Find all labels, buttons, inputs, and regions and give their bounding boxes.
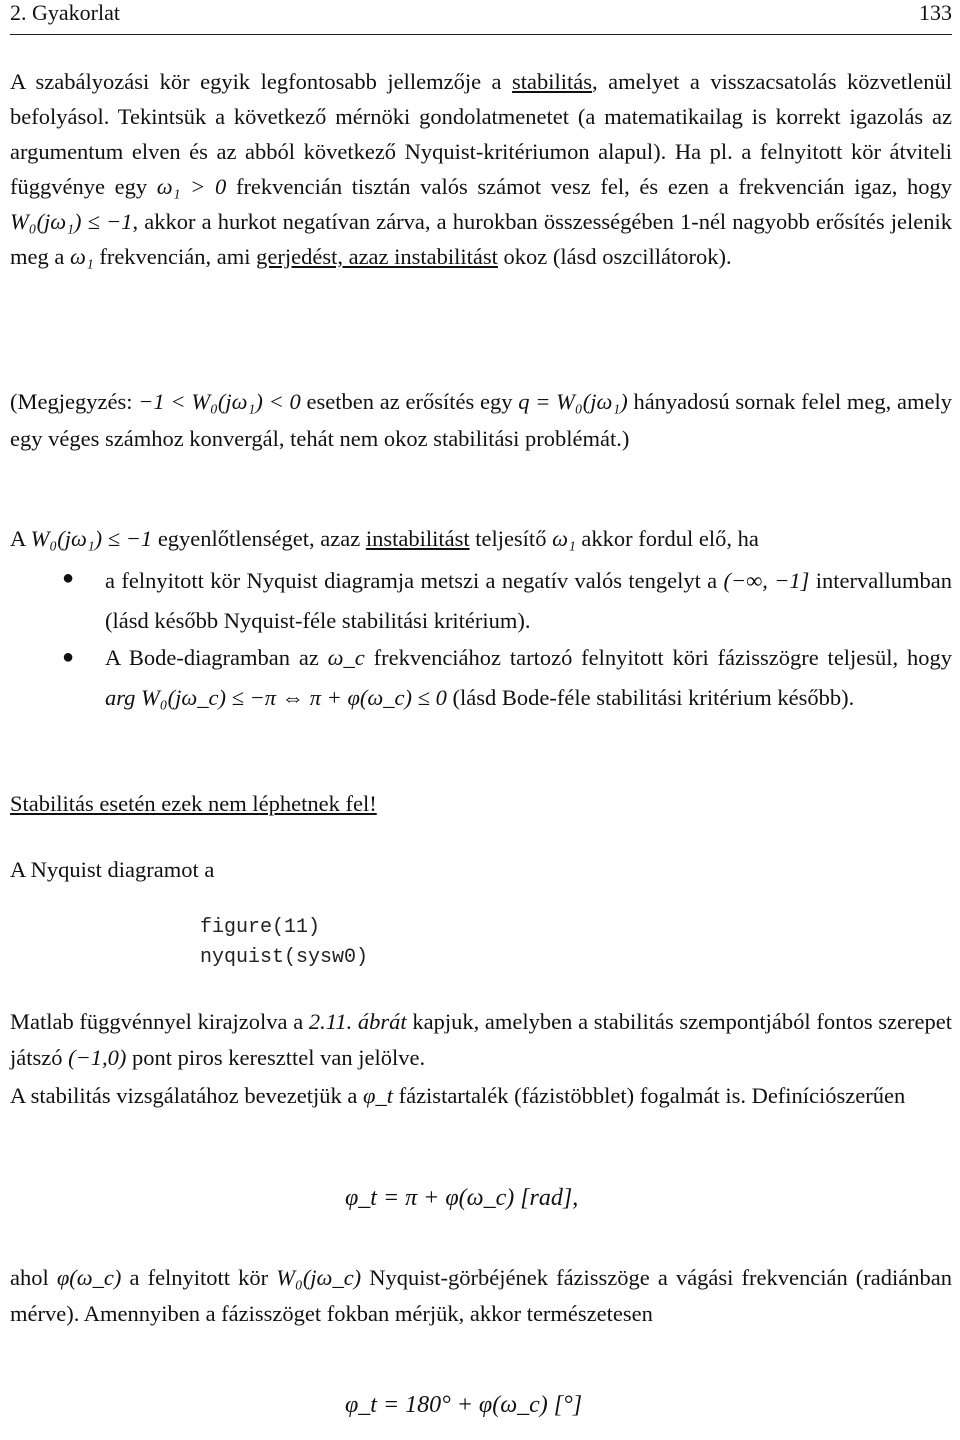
text: ahol <box>10 1265 57 1290</box>
equation-phase-margin-deg: φ_t = 180° + φ(ω_c) [°] <box>345 1392 583 1418</box>
equation-phase-margin-rad: φ_t = π + φ(ω_c) [rad], <box>345 1185 579 1211</box>
math-inline: (−∞, −1] <box>723 568 810 593</box>
text: egyenlőtlenséget, azaz <box>152 526 366 551</box>
text: fázistartalék (fázistöbblet) fogalmát is. Definíciószerűen <box>392 1083 906 1108</box>
text: okoz (lásd oszcillátorok). <box>497 244 732 269</box>
code-line: figure(11) <box>200 916 321 939</box>
math-inline: arg W₀(jω_c) ≤ −π ⇔ π + φ(ω_c) ≤ 0 <box>105 685 447 710</box>
math-inline: ω_c <box>327 645 365 670</box>
text: A stabilitás vizsgálatához bevezetjük a <box>10 1083 364 1108</box>
math-inline: ω₁ <box>69 244 94 269</box>
text: frekvencián tisztán valós számot vesz fel, és ezen a frekvencián igaz, hogy <box>226 174 952 199</box>
bullet-marker: ● <box>62 567 75 589</box>
math-inline: −1 < W₀(jω₁) < 0 <box>138 389 301 414</box>
math-inline: φ_t <box>363 1083 393 1108</box>
code-line: nyquist(sysw0) <box>200 946 369 969</box>
math-inline: W₀(jω_c) <box>276 1265 362 1290</box>
math-inline: W₀(jω₁) ≤ −1 <box>30 526 153 551</box>
paragraph-stability-intro <box>10 64 952 274</box>
paragraph-note <box>10 383 952 457</box>
text: kapjuk, amelyben a stabilitás szempontjából fontos szerepet játszó <box>10 1009 952 1070</box>
text: esetben az erősítés egy <box>300 389 519 414</box>
paragraph-definition <box>10 1260 952 1332</box>
page-header <box>10 0 952 35</box>
text: pont piros kereszttel van jelölve. <box>126 1045 426 1070</box>
math-inline: ω₁ > 0 <box>156 174 227 199</box>
figure-reference: 2.11. ábrát <box>308 1009 407 1034</box>
math-inline: φ(ω_c) <box>56 1265 122 1290</box>
text: teljesítő <box>469 526 553 551</box>
text: (lásd Bode-féle stabilitási kritérium később). <box>446 685 855 710</box>
paragraph-instability-condition <box>10 521 952 556</box>
underlined-term: stabilitás <box>512 69 593 94</box>
text: akkor fordul elő, ha <box>575 526 759 551</box>
text: A <box>10 526 31 551</box>
math-inline: ω₁ <box>552 526 576 551</box>
text: (Megjegyzés: <box>10 389 139 414</box>
text: , amelyet a visszacsatolás közvetlenül befolyásol. Tekintsük a következő mérnöki gondolatmenetet (a matematikailag is korrekt igazolás az argumentum elven és az abból következő Nyquist-kritériumon alapul). Ha pl. a felnyitott kör átviteli függvénye egy <box>10 69 952 199</box>
math-inline: (−1,0) <box>68 1045 127 1070</box>
text: , akkor a hurkot negatívan zárva, a hurokban összességében 1-nél nagyobb erősítés jelenik meg a <box>10 209 952 269</box>
text: Matlab függvénnyel kirajzolva a <box>10 1009 309 1034</box>
math-inline: W₀(jω₁) ≤ −1 <box>10 209 133 234</box>
nyquist-intro: A Nyquist diagramot a <box>10 857 215 882</box>
bullet-item-nyquist <box>105 561 952 641</box>
text: hányadosú sornak felel meg, amely egy véges számhoz konvergál, tehát nem okoz stabilitási problémát.) <box>10 389 952 451</box>
text: a felnyitott kör Nyquist diagramja metszi a negatív valós tengelyt a <box>105 568 724 593</box>
text: A szabályozási kör egyik legfontosabb jellemzője a <box>10 69 513 94</box>
underlined-term: gerjedést, azaz instabilitást <box>256 244 498 269</box>
chapter-title: 2. Gyakorlat <box>10 0 120 25</box>
text: frekvenciához tartozó felnyitott köri fázisszögre teljesül, hogy <box>364 645 952 670</box>
page-number: 133 <box>919 0 952 25</box>
underlined-term: instabilitást <box>365 526 470 551</box>
bullet-item-bode <box>105 638 952 718</box>
math-inline: q = W₀(jω₁) <box>518 389 628 414</box>
text: frekvencián, ami <box>93 244 257 269</box>
warning-statement: Stabilitás esetén ezek nem léphetnek fel! <box>10 791 377 816</box>
text: a felnyitott kör <box>121 1265 277 1290</box>
text: A Bode-diagramban az <box>105 645 328 670</box>
paragraph-phase-margin <box>10 1078 952 1113</box>
text: intervallumban (lásd később Nyquist-féle stabilitási kritérium). <box>105 568 952 633</box>
text: Nyquist-görbéjének fázisszöge a vágási frekvencián (radiánban mérve). Amennyiben a fázisszöget fokban mérjük, akkor természetesen <box>10 1265 952 1326</box>
paragraph-matlab <box>10 1004 952 1076</box>
bullet-marker: ● <box>62 646 75 668</box>
